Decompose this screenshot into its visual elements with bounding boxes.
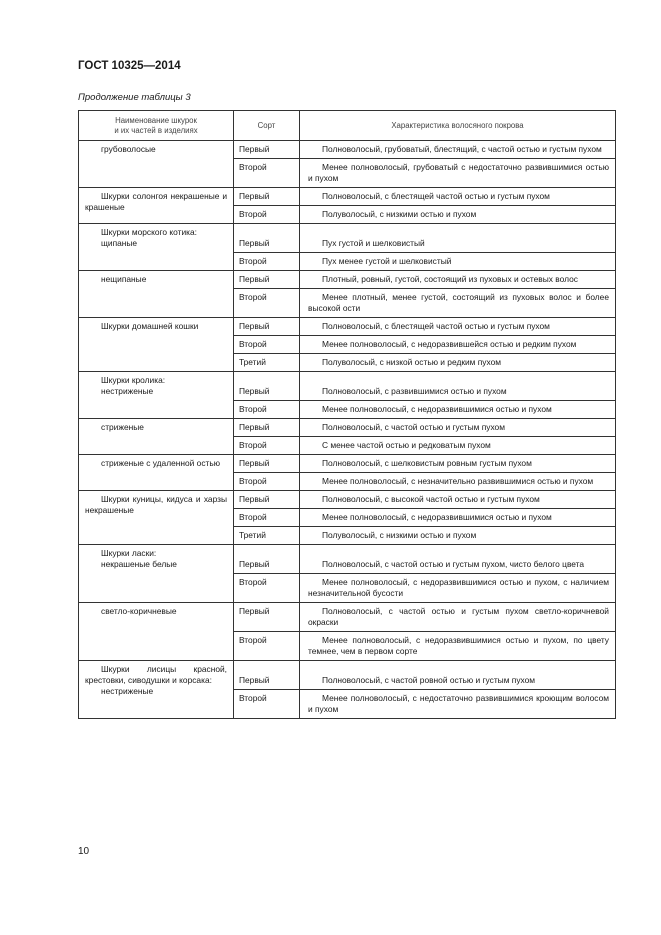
grade-cell: Второй (234, 401, 300, 419)
characteristic-cell: Полноволосый, грубоватый, блестящий, с частой остью и густым пухом (300, 141, 616, 159)
column-header-name-line1: Наименование шкурок (115, 115, 197, 125)
table-row (79, 141, 616, 159)
item-name: Шкурки ласки: (101, 548, 157, 558)
standard-title: ГОСТ 10325—2014 (78, 60, 181, 72)
characteristic-cell: Плотный, ровный, густой, состоящий из пуховых и остевых волос (300, 271, 616, 289)
characteristic-cell: Полноволосый, с частой остью и густым пухом (300, 419, 616, 437)
characteristic-cell: Менее полноволосый, грубоватый с недостаточно развившимися остью и пухом (300, 159, 616, 188)
item-name: стриженые с удаленной остью (101, 458, 220, 468)
characteristic-cell: Менее полноволосый, с недостаточно развившимися кроющим волосом и пухом (300, 690, 616, 719)
item-name-cell (79, 271, 234, 318)
column-header-name (79, 111, 234, 141)
characteristic-cell: Полуволосый, с низкой остью и редким пухом (300, 354, 616, 372)
characteristic-cell: Менее полноволосый, с недоразвившейся остью и редким пухом (300, 336, 616, 354)
characteristic-cell: Полуволосый, с низкими остью и пухом (300, 206, 616, 224)
grade-cell: Второй (234, 206, 300, 224)
table-row (79, 271, 616, 289)
item-name: светло-коричневые (101, 606, 177, 616)
item-name: Шкурки солонгоя некрашеные и крашеные (85, 191, 227, 212)
item-subname: нестриженые (101, 686, 154, 696)
characteristics-table (78, 110, 616, 719)
item-name: стриженые (101, 422, 144, 432)
characteristic-cell: Менее полноволосый, с недоразвившимися остью и пухом (300, 509, 616, 527)
grade-cell: Второй (234, 632, 300, 661)
grade-cell: Первый (234, 491, 300, 509)
grade-cell: Третий (234, 354, 300, 372)
item-name: Шкурки кролика: (101, 375, 166, 385)
characteristic-cell: Пух густой и шелковистый (300, 224, 616, 253)
grade-cell: Второй (234, 159, 300, 188)
item-name-cell (79, 318, 234, 372)
column-header-name-line2: и их частей в изделиях (114, 125, 198, 135)
table-row (79, 455, 616, 473)
grade-cell: Первый (234, 372, 300, 401)
grade-cell: Первый (234, 141, 300, 159)
page-number: 10 (78, 846, 90, 857)
characteristic-cell: Полноволосый, с развившимися остью и пухом (300, 372, 616, 401)
item-name-cell (79, 141, 234, 188)
characteristic-cell: Полноволосый, с шелковистым ровным густым пухом (300, 455, 616, 473)
grade-cell: Второй (234, 289, 300, 318)
grade-cell: Первый (234, 419, 300, 437)
item-subname: щипаные (101, 238, 138, 248)
item-name-cell (79, 419, 234, 455)
table-row (79, 188, 616, 206)
characteristic-cell: Менее плотный, менее густой, состоящий из пуховых волос и более высокой ости (300, 289, 616, 318)
grade-cell: Второй (234, 690, 300, 719)
characteristic-cell: Менее полноволосый, с незначительно развившимися остью и пухом (300, 473, 616, 491)
grade-cell: Второй (234, 253, 300, 271)
grade-cell: Второй (234, 509, 300, 527)
item-name-cell (79, 491, 234, 545)
item-subname: нестриженые (101, 386, 154, 396)
item-name: Шкурки домашней кошки (101, 321, 199, 331)
characteristic-cell: Пух менее густой и шелковистый (300, 253, 616, 271)
table-row (79, 603, 616, 632)
characteristic-cell: Полноволосый, с высокой частой остью и густым пухом (300, 491, 616, 509)
item-name-cell (79, 224, 234, 271)
grade-cell: Первый (234, 318, 300, 336)
characteristic-cell: Полноволосый, с частой остью и густым пухом светло-коричневой окраски (300, 603, 616, 632)
grade-cell: Первый (234, 603, 300, 632)
table-header-row (79, 111, 616, 141)
table-row (79, 491, 616, 509)
item-name-cell (79, 188, 234, 224)
characteristic-cell: Полноволосый, с блестящей частой остью и густым пухом (300, 318, 616, 336)
grade-cell: Второй (234, 574, 300, 603)
characteristic-cell: Полноволосый, с частой ровной остью и густым пухом (300, 661, 616, 690)
characteristic-cell: С менее частой остью и редковатым пухом (300, 437, 616, 455)
characteristic-cell: Менее полноволосый, с недоразвившимися остью и пухом (300, 401, 616, 419)
grade-cell: Второй (234, 336, 300, 354)
column-header-grade: Сорт (234, 111, 300, 141)
characteristic-cell: Менее полноволосый, с недоразвившимися остью и пухом, по цвету темнее, чем в первом сорте (300, 632, 616, 661)
table-row (79, 419, 616, 437)
item-name-cell (79, 603, 234, 661)
grade-cell: Первый (234, 224, 300, 253)
grade-cell: Первый (234, 661, 300, 690)
table-row (79, 545, 616, 574)
grade-cell: Третий (234, 527, 300, 545)
grade-cell: Первый (234, 188, 300, 206)
table-row (79, 318, 616, 336)
item-name-cell (79, 455, 234, 491)
item-name: Шкурки морского котика: (101, 227, 197, 237)
table-continuation-caption: Продолжение таблицы 3 (78, 92, 191, 103)
grade-cell: Первый (234, 545, 300, 574)
characteristic-cell: Полноволосый, с блестящей частой остью и густым пухом (300, 188, 616, 206)
characteristic-cell: Полуволосый, с низкими остью и пухом (300, 527, 616, 545)
grade-cell: Первый (234, 271, 300, 289)
item-name: Шкурки куницы, кидуса и харзы некрашеные (85, 494, 227, 515)
table-row (79, 661, 616, 690)
table-row (79, 224, 616, 253)
characteristic-cell: Менее полноволосый, с недоразвившимися остью и пухом, с наличием незначительной бусости (300, 574, 616, 603)
item-name-cell (79, 372, 234, 419)
item-name-cell (79, 661, 234, 719)
grade-cell: Второй (234, 473, 300, 491)
grade-cell: Второй (234, 437, 300, 455)
item-name: Шкурки лисицы красной, крестовки, сиводушки и корсака: (85, 664, 227, 685)
item-subname: некрашеные белые (101, 559, 177, 569)
item-name-cell (79, 545, 234, 603)
column-header-characteristic: Характеристика волосяного покрова (300, 111, 616, 141)
table-row (79, 372, 616, 401)
characteristic-cell: Полноволосый, с частой остью и густым пухом, чисто белого цвета (300, 545, 616, 574)
item-name: грубоволосые (101, 144, 156, 154)
item-name: нещипаные (101, 274, 147, 284)
grade-cell: Первый (234, 455, 300, 473)
